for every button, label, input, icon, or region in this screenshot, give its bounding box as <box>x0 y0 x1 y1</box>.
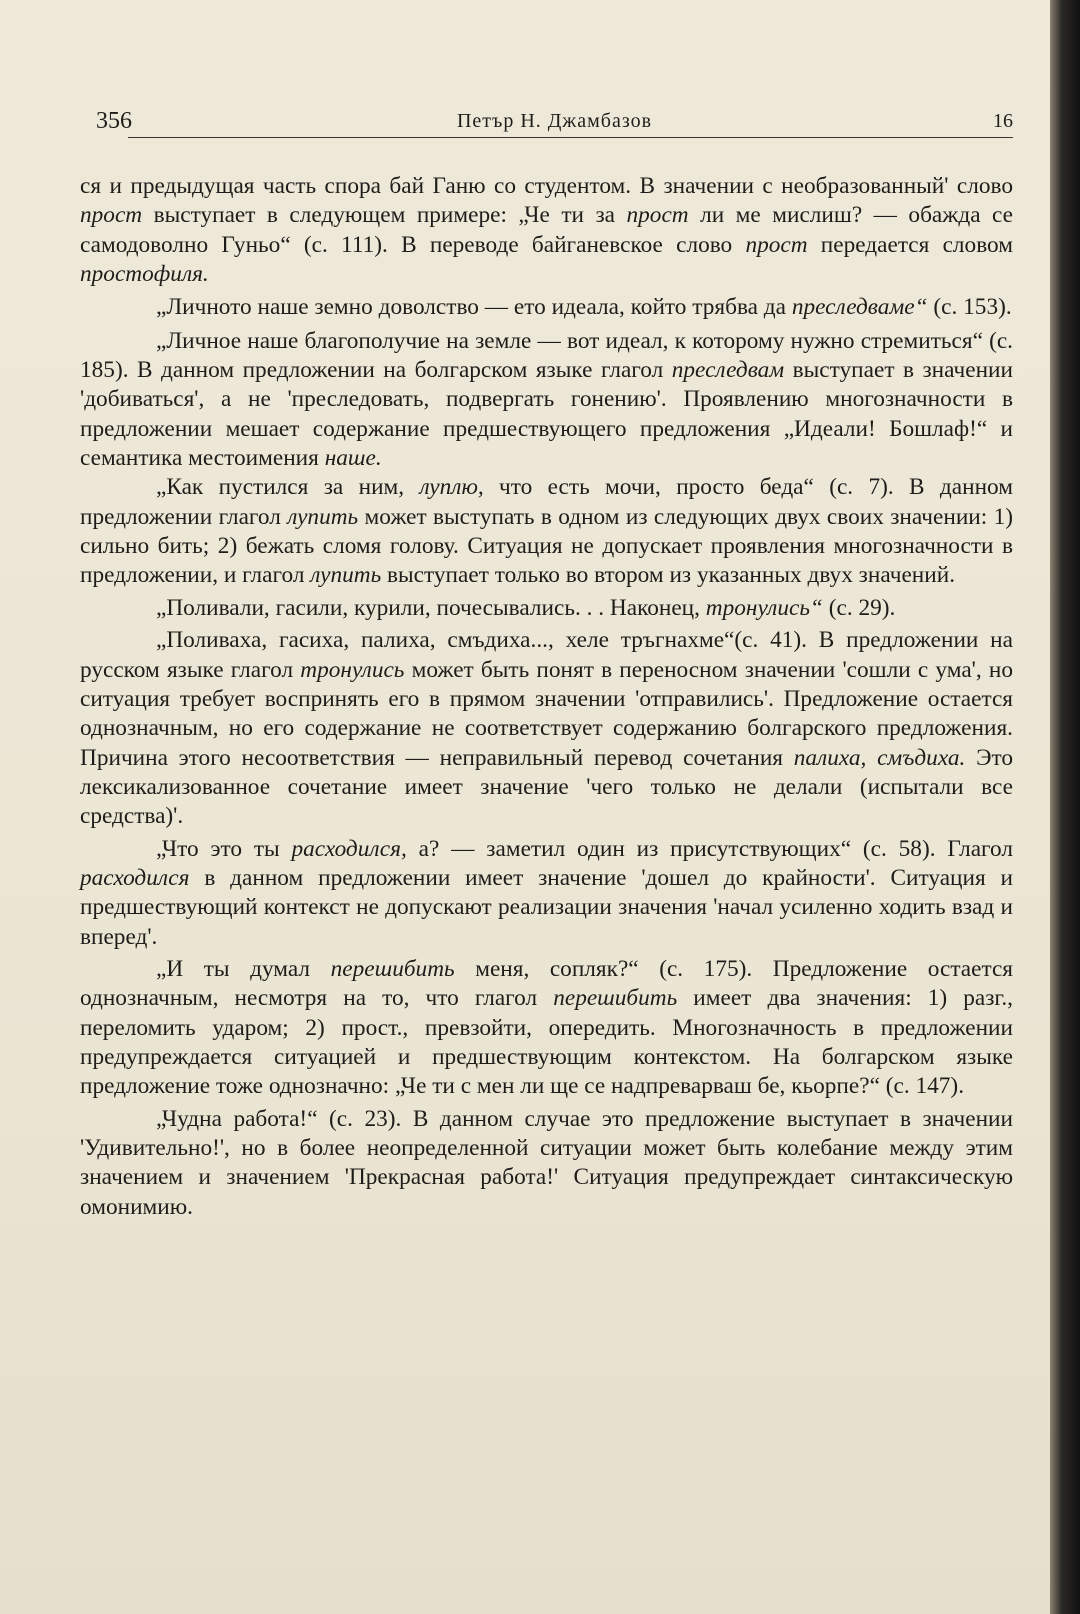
signature-mark: 16 <box>993 110 1013 132</box>
paragraph: „Что это ты расходился, а? — заметил один из присутствующих“ (с. 58). Глагол расходился в данном предложении имеет значение 'дошел до крайности'. Ситуация и предшествующий контекст не допускают реализации значения 'начал усиленно ходить взад и вперед'. <box>80 835 1014 950</box>
running-head <box>96 102 1013 142</box>
body-text <box>80 172 1013 1222</box>
book-spine-shadow <box>1050 0 1080 1614</box>
paragraph: „И ты думал перешибить меня, сопляк?“ (с. 175). Предложение остается однозначным, несмотря на то, что глагол перешибить имеет два значения: 1) разг., переломить ударом; 2) прост., превзойти, опередить. Многозначность в предложении предупреждается ситуацией и предшествующим контекстом. На болгарском языке предложение тоже однозначно: „Че ти с мен ли ще се надпреварваш бе, кьорпе?“ (с. 147). <box>80 955 1014 1100</box>
header-rule <box>128 137 1013 138</box>
paragraph: „Как пустился за ним, луплю, что есть мочи, просто беда“ (с. 7). В данном предложении глагол лупить может выступать в одном из следующих двух своих значении: 1) сильно бить; 2) бежать сломя голову. Ситуация не допускает проявления многозначности в предложении, и глагол лупить выступает только во втором из указанных двух значений. <box>80 474 1014 589</box>
page-number: 356 <box>96 108 132 134</box>
paragraph: „Поливали, гасили, курили, почесывались. . . Наконец, тронулись“ (с. 29). <box>156 594 896 621</box>
paragraph: ся и предыдущая часть спора бай Ганю со студентом. В значении с необразованный' слово прост выступает в следующем примере: „Че ти за прост ли ме мислиш? — обажда се самодоволно Гуньо“ (с. 111). В переводе байганевское слово прост передается словом простофиля. <box>80 173 1013 288</box>
paragraph: „Личное наше благополучие на земле — вот идеал, к которому нужно стремиться“ (с. 185). В данном предложении на болгарском языке глагол преследвам выступает в значении 'добиваться', а не 'преследовать, подвергать гонению'. Проявлению многозначности в предложении мешает содержание предшествующего предложения „Идеали! Бошлаф!“ и семантика местоимения наше. <box>80 327 1013 472</box>
paragraph: „Поливаха, гасиха, палиха, смъдиха..., хеле тръгнахме“(с. 41). В предложении на русском языке глагол тронулись может быть понят в переносном значении 'сошли с ума', но ситуация требует воспринять его в прямом значении 'отправились'. Предложение остается однозначным, но его содержание не соответствует содержанию болгарского предложения. Причина этого несоответствия — неправильный перевод сочетания палиха, смъдиха. Это лексикализованное сочетание имеет значение 'чего только не делали (испытали все средства)'. <box>80 627 1014 830</box>
running-title: Петър Н. Джамбазов <box>456 110 653 132</box>
paragraph: „Личното наше земно доволство — ето идеала, който трябва да преследваме“ (с. 153). <box>156 294 1012 321</box>
paragraph: „Чудна работа!“ (с. 23). В данном случае это предложение выступает в значении 'Удивительно!', но в более неопределенной ситуации может быть колебание между этим значением и значением 'Прекрасная работа!' Ситуация предупреждает синтаксическую омонимию. <box>80 1105 1013 1220</box>
